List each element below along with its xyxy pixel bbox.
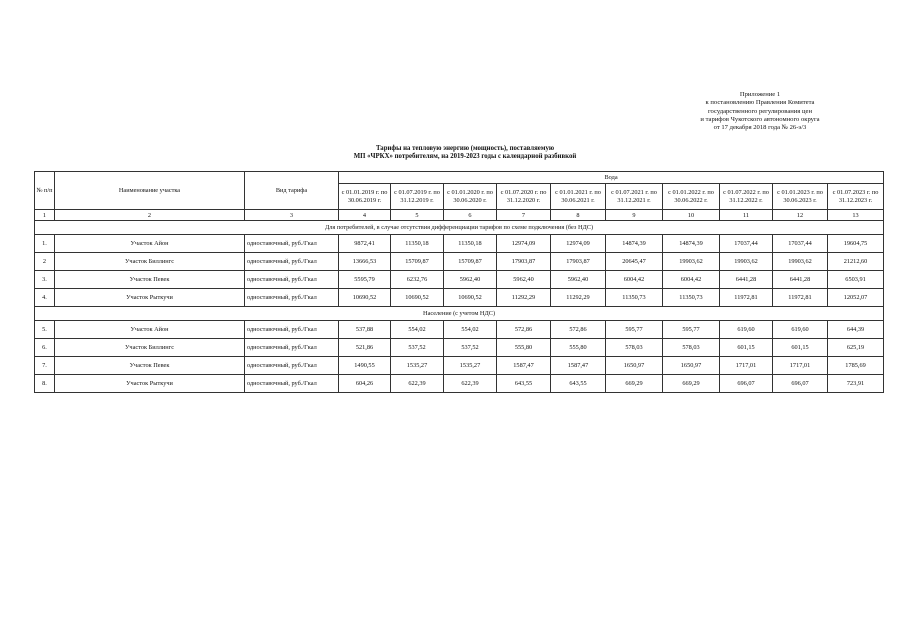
column-number: 4 — [339, 210, 391, 221]
tariff-value: 15709,87 — [391, 253, 444, 271]
tariff-value: 11292,29 — [497, 289, 551, 307]
tariff-value: 21212,60 — [828, 253, 884, 271]
tariff-value: 644,39 — [828, 321, 884, 339]
tariff-value: 723,91 — [828, 375, 884, 393]
tariff-value: 604,26 — [339, 375, 391, 393]
table-row — [35, 289, 884, 307]
document-title — [300, 145, 630, 162]
tariff-value: 6004,42 — [606, 271, 663, 289]
tariff-value: 13666,53 — [339, 253, 391, 271]
appendix-line: Приложение 1 — [739, 91, 781, 98]
row-name: Участок Певек — [55, 357, 245, 375]
tariff-value: 537,52 — [444, 339, 497, 357]
tariff-value: 1717,01 — [773, 357, 828, 375]
tariff-value: 5595,79 — [339, 271, 391, 289]
row-kind: одноставочный, руб./Гкал — [245, 357, 339, 375]
header-period: с 01.07.2019 г. по 31.12.2019 г. — [391, 184, 444, 210]
table-row — [35, 339, 884, 357]
row-kind: одноставочный, руб./Гкал — [245, 321, 339, 339]
table-row — [35, 357, 884, 375]
header-group-water: Вода — [339, 172, 884, 184]
row-kind: одноставочный, руб./Гкал — [245, 235, 339, 253]
tariff-value: 11292,29 — [551, 289, 606, 307]
row-num: 3. — [35, 271, 55, 289]
column-number: 13 — [828, 210, 884, 221]
row-name: Участок Рыткучи — [55, 289, 245, 307]
column-number: 6 — [444, 210, 497, 221]
tariff-value: 595,77 — [606, 321, 663, 339]
header-period: с 01.07.2020 г. по 31.12.2020 г. — [497, 184, 551, 210]
tariff-value: 5962,40 — [497, 271, 551, 289]
header-kind: Вид тарифа — [245, 172, 339, 210]
tariff-value: 11350,73 — [606, 289, 663, 307]
table-row — [35, 271, 884, 289]
tariff-value: 622,39 — [444, 375, 497, 393]
row-name: Участок Рыткучи — [55, 375, 245, 393]
row-num: 1. — [35, 235, 55, 253]
tariff-table — [34, 171, 884, 393]
section-row — [35, 307, 884, 321]
tariff-value: 1587,47 — [551, 357, 606, 375]
title-line-1: Тарифы на тепловую энергию (мощность), поставляемую — [375, 145, 555, 152]
tariff-value: 554,02 — [391, 321, 444, 339]
column-number: 5 — [391, 210, 444, 221]
tariff-value: 14874,39 — [606, 235, 663, 253]
tariff-value: 11350,73 — [663, 289, 720, 307]
row-name: Участок Айон — [55, 235, 245, 253]
row-kind: одноставочный, руб./Гкал — [245, 339, 339, 357]
tariff-value: 696,07 — [773, 375, 828, 393]
header-name: Наименование участка — [55, 172, 245, 210]
tariff-value: 643,55 — [551, 375, 606, 393]
tariff-value: 11972,81 — [773, 289, 828, 307]
section-label: Для потребителей, в случае отсутствия дифференциации тарифов по схеме подключения (без НДС) — [35, 221, 884, 235]
tariff-value: 19903,62 — [773, 253, 828, 271]
header-period: с 01.07.2023 г. по 31.12.2023 г. — [828, 184, 884, 210]
column-number: 8 — [551, 210, 606, 221]
tariff-value: 12974,09 — [497, 235, 551, 253]
tariff-value: 17037,44 — [773, 235, 828, 253]
tariff-value: 19604,75 — [828, 235, 884, 253]
tariff-value: 537,52 — [391, 339, 444, 357]
tariff-value: 555,80 — [551, 339, 606, 357]
tariff-value: 10690,52 — [391, 289, 444, 307]
row-name: Участок Биллингс — [55, 253, 245, 271]
tariff-value: 572,86 — [497, 321, 551, 339]
row-kind: одноставочный, руб./Гкал — [245, 271, 339, 289]
tariff-value: 19903,62 — [663, 253, 720, 271]
tariff-value: 578,03 — [606, 339, 663, 357]
row-name: Участок Певек — [55, 271, 245, 289]
header-period: с 01.01.2021 г. по 30.06.2021 г. — [551, 184, 606, 210]
tariff-value: 619,60 — [773, 321, 828, 339]
row-kind: одноставочный, руб./Гкал — [245, 253, 339, 271]
tariff-value: 554,02 — [444, 321, 497, 339]
tariff-value: 17903,87 — [497, 253, 551, 271]
tariff-value: 9872,41 — [339, 235, 391, 253]
tariff-value: 622,39 — [391, 375, 444, 393]
appendix-line: к постановлению Правления Комитета — [705, 99, 815, 107]
tariff-value: 14874,39 — [663, 235, 720, 253]
tariff-value: 17903,87 — [551, 253, 606, 271]
tariff-value: 11350,18 — [444, 235, 497, 253]
tariff-value: 625,19 — [828, 339, 884, 357]
tariff-value: 12052,07 — [828, 289, 884, 307]
tariff-value: 578,03 — [663, 339, 720, 357]
tariff-value: 1650,97 — [606, 357, 663, 375]
tariff-value: 555,80 — [497, 339, 551, 357]
tariff-value: 5962,40 — [444, 271, 497, 289]
row-name: Участок Биллингс — [55, 339, 245, 357]
row-kind: одноставочный, руб./Гкал — [245, 375, 339, 393]
tariff-value: 5962,40 — [551, 271, 606, 289]
tariff-value: 1587,47 — [497, 357, 551, 375]
row-name: Участок Айон — [55, 321, 245, 339]
header-period: с 01.07.2022 г. по 31.12.2022 г. — [720, 184, 773, 210]
tariff-value: 669,29 — [663, 375, 720, 393]
tariff-value: 601,15 — [773, 339, 828, 357]
header-period: с 01.07.2021 г. по 31.12.2021 г. — [606, 184, 663, 210]
appendix-line: от 17 декабря 2018 года № 26-э/3 — [713, 124, 807, 132]
appendix-line: и тарифов Чукотского автономного округа — [700, 115, 820, 123]
table-row — [35, 321, 884, 339]
tariff-value: 595,77 — [663, 321, 720, 339]
tariff-value: 1650,97 — [663, 357, 720, 375]
tariff-value: 521,86 — [339, 339, 391, 357]
tariff-value: 15709,87 — [444, 253, 497, 271]
tariff-value: 12974,09 — [551, 235, 606, 253]
section-label: Население (с учетом НДС) — [35, 307, 884, 321]
tariff-value: 6004,42 — [663, 271, 720, 289]
header-period: с 01.01.2022 г. по 30.06.2022 г. — [663, 184, 720, 210]
tariff-value: 1535,27 — [391, 357, 444, 375]
column-number: 7 — [497, 210, 551, 221]
tariff-value: 11350,18 — [391, 235, 444, 253]
tariff-value: 572,86 — [551, 321, 606, 339]
tariff-value: 20645,47 — [606, 253, 663, 271]
tariff-value: 1535,27 — [444, 357, 497, 375]
tariff-value: 6441,28 — [773, 271, 828, 289]
tariff-value: 19903,62 — [720, 253, 773, 271]
tariff-value: 6441,28 — [720, 271, 773, 289]
table-row — [35, 375, 884, 393]
tariff-value: 537,88 — [339, 321, 391, 339]
section-row — [35, 221, 884, 235]
row-num: 6. — [35, 339, 55, 357]
row-num: 5. — [35, 321, 55, 339]
row-num: 4. — [35, 289, 55, 307]
header-period: с 01.01.2023 г. по 30.06.2023 г. — [773, 184, 828, 210]
tariff-value: 601,15 — [720, 339, 773, 357]
tariff-value: 1490,55 — [339, 357, 391, 375]
column-number: 9 — [606, 210, 663, 221]
tariff-value: 1717,01 — [720, 357, 773, 375]
tariff-value: 619,60 — [720, 321, 773, 339]
row-num: 7. — [35, 357, 55, 375]
tariff-value: 6232,76 — [391, 271, 444, 289]
tariff-value: 1785,69 — [828, 357, 884, 375]
row-num: 2 — [35, 253, 55, 271]
column-number: 12 — [773, 210, 828, 221]
row-kind: одноставочный, руб./Гкал — [245, 289, 339, 307]
tariff-value: 17037,44 — [720, 235, 773, 253]
header-period: с 01.01.2019 г. по 30.06.2019 г. — [339, 184, 391, 210]
table-row — [35, 235, 884, 253]
tariff-value: 11972,81 — [720, 289, 773, 307]
column-number: 3 — [245, 210, 339, 221]
tariff-value: 669,29 — [606, 375, 663, 393]
tariff-value: 6503,91 — [828, 271, 884, 289]
column-number: 1 — [35, 210, 55, 221]
column-number: 11 — [720, 210, 773, 221]
header-period: с 01.01.2020 г. по 30.06.2020 г. — [444, 184, 497, 210]
tariff-value: 643,55 — [497, 375, 551, 393]
appendix-line: государственного регулирования цен — [708, 107, 812, 115]
tariff-value: 696,07 — [720, 375, 773, 393]
tariff-value: 10690,52 — [339, 289, 391, 307]
table-row — [35, 253, 884, 271]
header-num: № п/п — [35, 172, 55, 210]
title-line-2: МП «ЧРКХ» потребителям, на 2019-2023 годы с календарной разбивкой — [353, 153, 577, 161]
column-number: 10 — [663, 210, 720, 221]
tariff-value: 10690,52 — [444, 289, 497, 307]
column-number: 2 — [55, 210, 245, 221]
row-num: 8. — [35, 375, 55, 393]
appendix-note — [660, 91, 860, 132]
